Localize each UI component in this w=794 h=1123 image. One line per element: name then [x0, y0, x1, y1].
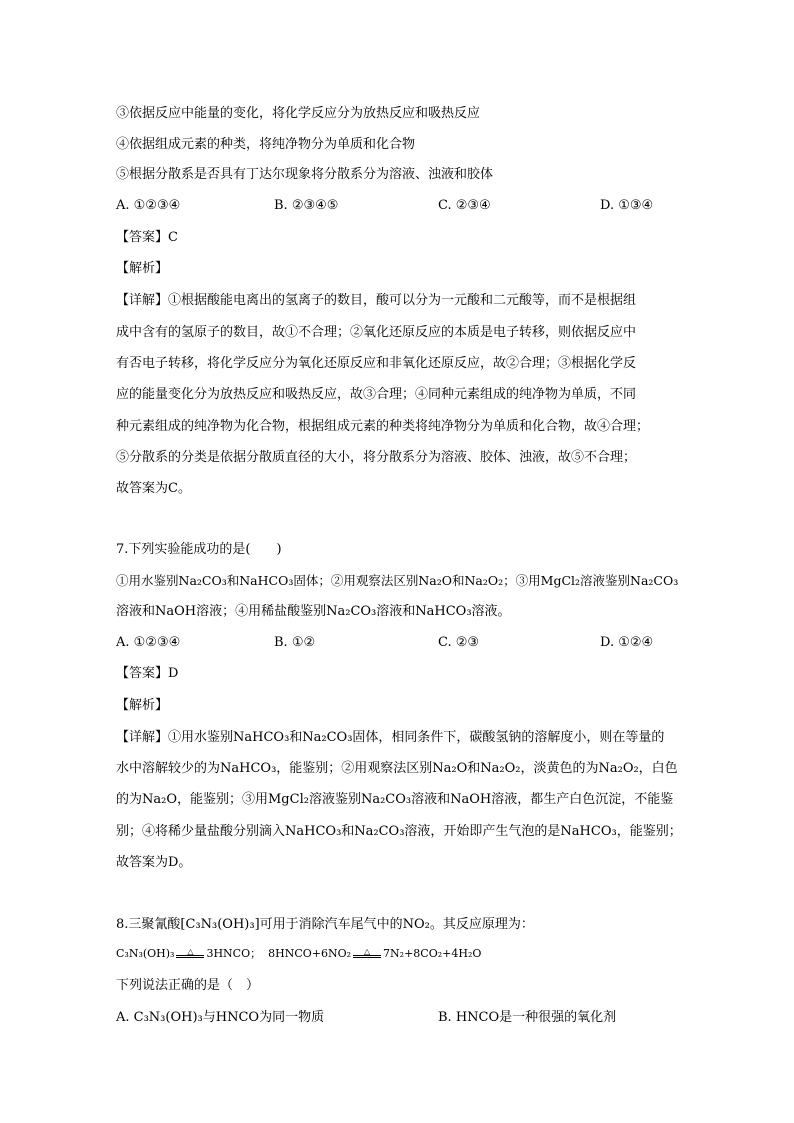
q7-detail-line: 别；④将稀少量盐酸分别滴入NaHCO₃和Na₂CO₃溶液，开始即产生气泡的是NaHCO₃，能鉴别； — [116, 824, 682, 839]
heat-condition-icon: △ — [174, 947, 206, 961]
q6-option-c: C. ②③④ — [438, 198, 491, 213]
q8-options — [116, 1009, 686, 1027]
q6-options — [116, 197, 686, 215]
q7-detail-line: 【详解】①用水鉴别NaHCO₃和Na₂CO₃固体，相同条件下，碳酸氢钠的溶解度小，则在等量的 — [116, 730, 665, 745]
eq1-reactant: C₃N₃(OH)₃ — [116, 947, 175, 960]
q7-detail-line: 故答案为D。 — [116, 855, 192, 870]
q6-option-d: D. ①③④ — [600, 198, 654, 213]
q6-statement-5: ⑤根据分散系是否具有丁达尔现象将分散系分为溶液、浊液和胶体 — [116, 167, 494, 182]
q7-statement-line: 溶液和NaOH溶液；④用稀盐酸鉴别Na₂CO₃溶液和NaHCO₃溶液。 — [116, 604, 511, 619]
q8-question: 下列说法正确的是（ ） — [116, 978, 260, 993]
q6-statement-3: ③依据反应中能量的变化，将化学反应分为放热反应和吸热反应 — [116, 106, 481, 121]
q8-reaction-equations — [116, 945, 481, 963]
q7-stem: 7.下列实验能成功的是( ) — [116, 542, 282, 557]
q7-option-b: B. ①② — [274, 635, 316, 650]
eq2-product: 7N₂+8CO₂+4H₂O — [383, 947, 482, 960]
q6-detail-line: 种元素组成的纯净物为化合物，根据组成元素的种类将纯净物分为单质和化合物，故④合理； — [116, 419, 650, 434]
q7-analysis-title: 【解析】 — [116, 698, 169, 713]
q6-detail-line: ⑤分散系的分类是依据分散质直径的大小，将分散系分为溶液、胶体、浊液，故⑤不合理； — [116, 450, 637, 465]
q7-detail-line: 水中溶解较少的为NaHCO₃，能鉴别；②用观察法区别Na₂O和Na₂O₂，淡黄色的为Na₂O₂，白色 — [116, 761, 678, 776]
q7-statement-line: ①用水鉴别Na₂CO₃和NaHCO₃固体；②用观察法区别Na₂O和Na₂O₂；③用MgCl₂溶液鉴别Na₂CO₃ — [116, 573, 679, 588]
q6-option-b: B. ②③④⑤ — [274, 198, 339, 213]
q7-options — [116, 634, 686, 652]
q6-detail-line: 【详解】①根据酸能电离出的氢离子的数目，酸可以分为一元酸和二元酸等，而不是根据组 — [116, 293, 637, 308]
q6-detail-line: 成中含有的氢原子的数目，故①不合理；②氧化还原反应的本质是电子转移，则依据反应中 — [116, 325, 637, 340]
q6-detail-line: 故答案为C。 — [116, 481, 191, 496]
q6-answer: 【答案】C — [116, 230, 178, 245]
q7-answer: 【答案】D — [116, 666, 179, 681]
q7-option-c: C. ②③ — [438, 635, 480, 650]
q6-option-a: A. ①②③④ — [116, 198, 181, 213]
q7-option-d: D. ①②④ — [600, 635, 654, 650]
q7-option-a: A. ①②③④ — [116, 635, 181, 650]
q7-detail-line: 的为Na₂O，能鉴别；③用MgCl₂溶液鉴别Na₂CO₃溶液和NaOH溶液，都生产白色沉淀，不能鉴 — [116, 792, 674, 807]
q6-analysis-title: 【解析】 — [116, 261, 169, 276]
q8-option-b: B. HNCO是一种很强的氧化剂 — [438, 1010, 617, 1025]
q6-detail-line: 应的能量变化分为放热反应和吸热反应，故③合理；④同种元素组成的纯净物为单质，不同 — [116, 387, 637, 402]
q8-stem: 8.三聚氰酸[C₃N₃(OH)₃]可用于消除汽车尾气中的NO₂。其反应原理为： — [116, 917, 534, 932]
q6-statement-4: ④依据组成元素的种类，将纯净物分为单质和化合物 — [116, 137, 416, 152]
q8-option-a: A. C₃N₃(OH)₃与HNCO为同一物质 — [116, 1010, 325, 1025]
heat-condition-icon: △ — [351, 947, 383, 961]
eq2-reactant: 8HNCO+6NO₂ — [268, 947, 352, 960]
eq1-product: 3HNCO； — [206, 947, 262, 960]
q6-detail-line: 有否电子转移，将化学反应分为氧化还原反应和非氧化还原反应，故②合理；③根据化学反 — [116, 356, 637, 371]
